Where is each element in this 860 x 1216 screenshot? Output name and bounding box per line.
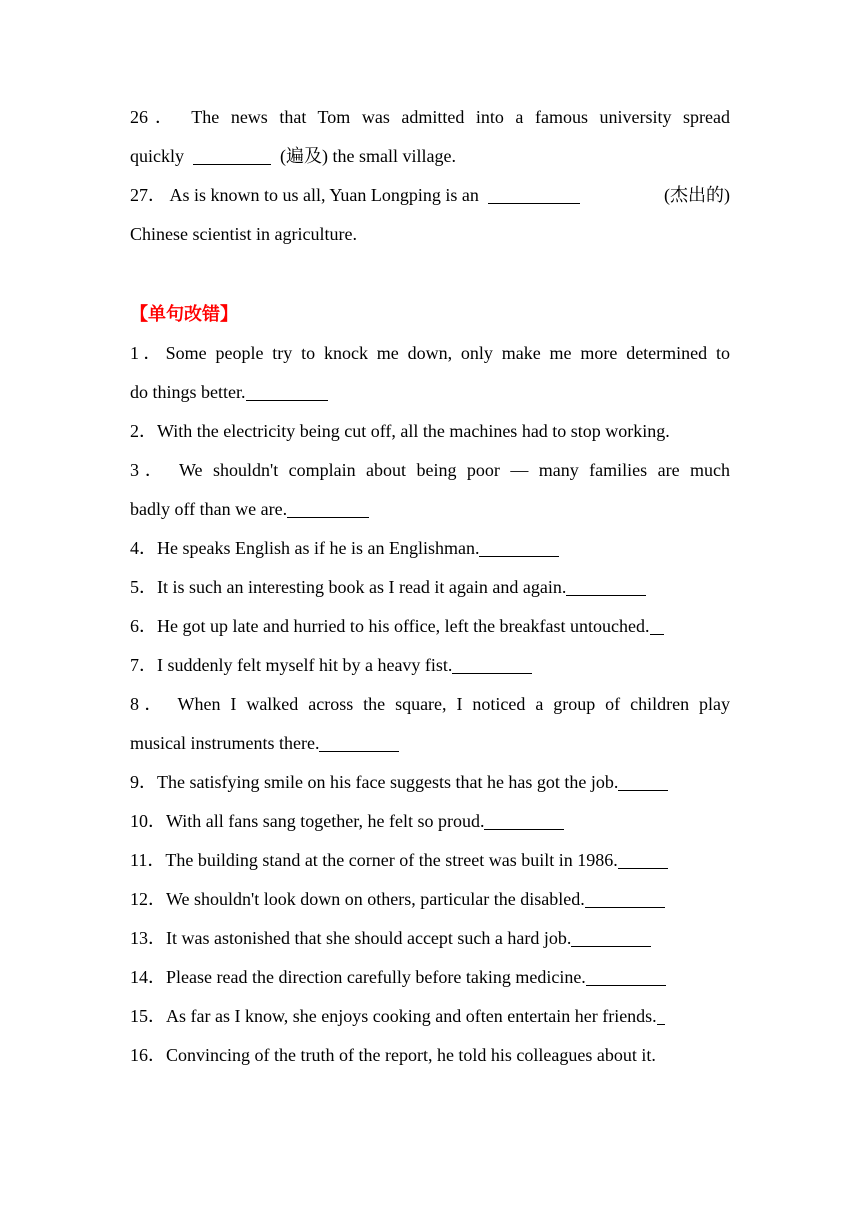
correction-item-line-1: 8． When I walked across the square, I noticed a group of children play	[130, 694, 730, 714]
correction-item-text: do things better.	[130, 382, 246, 402]
correction-item	[130, 412, 730, 451]
correction-item-text: badly off than we are.	[130, 499, 288, 519]
correction-item-text: 13．It was astonished that she should accept such a hard job.	[130, 928, 572, 948]
question-26-text-a: quickly	[130, 146, 184, 166]
correction-item-text: musical instruments there.	[130, 733, 320, 753]
answer-blank[interactable]	[618, 850, 668, 869]
correction-item-line-2	[130, 490, 730, 529]
worksheet-page	[130, 98, 730, 1075]
correction-item-line-1: 2．With the electricity being cut off, all the machines had to stop working.	[130, 421, 670, 441]
correction-item-text: 7．I suddenly felt myself hit by a heavy fist.	[130, 655, 453, 675]
answer-blank[interactable]	[484, 811, 564, 830]
question-26	[130, 98, 730, 176]
correction-item	[130, 802, 730, 841]
correction-item	[130, 568, 730, 607]
answer-blank[interactable]	[452, 655, 532, 674]
answer-blank[interactable]	[193, 146, 271, 165]
correction-item	[130, 763, 730, 802]
correction-item	[130, 841, 730, 880]
correction-item	[130, 334, 730, 412]
correction-item	[130, 607, 730, 646]
question-27-text-b: (杰出的)	[664, 185, 730, 205]
answer-blank[interactable]	[246, 382, 328, 401]
answer-blank[interactable]	[488, 185, 580, 204]
correction-item	[130, 451, 730, 529]
correction-item	[130, 685, 730, 763]
correction-item-line-2	[130, 724, 730, 763]
question-26-text-b: (遍及) the small village.	[280, 146, 456, 166]
answer-blank[interactable]	[618, 772, 668, 791]
correction-item-text: 10．With all fans sang together, he felt so proud.	[130, 811, 485, 831]
answer-blank[interactable]	[479, 538, 559, 557]
correction-item	[130, 529, 730, 568]
correction-item-line-2	[130, 373, 730, 412]
question-27-line-1	[130, 176, 730, 215]
correction-item	[130, 997, 730, 1036]
answer-blank[interactable]	[319, 733, 399, 752]
correction-item	[130, 919, 730, 958]
correction-item-text: 15．As far as I know, she enjoys cooking and often entertain her friends.	[130, 1006, 657, 1026]
correction-item-text: 14．Please read the direction carefully before taking medicine.	[130, 967, 586, 987]
question-27-text-a: 27． As is known to us all, Yuan Longping is an	[130, 185, 479, 205]
correction-item-line-1: 1．Some people try to knock me down, only make me more determined to	[130, 343, 730, 363]
correction-item-line-1: 3． We shouldn't complain about being poor — many families are much	[130, 460, 730, 480]
correction-item-text: 5．It is such an interesting book as I read it again and again.	[130, 577, 567, 597]
correction-item	[130, 646, 730, 685]
answer-blank[interactable]	[287, 499, 369, 518]
answer-blank[interactable]	[586, 967, 666, 986]
answer-blank[interactable]	[650, 616, 664, 635]
correction-item-text: 4．He speaks English as if he is an Englishman.	[130, 538, 480, 558]
answer-blank[interactable]	[585, 889, 665, 908]
answer-blank[interactable]	[657, 1006, 665, 1025]
question-27	[130, 176, 730, 254]
answer-blank[interactable]	[571, 928, 651, 947]
correction-item-text: 12．We shouldn't look down on others, particular the disabled.	[130, 889, 585, 909]
correction-item	[130, 958, 730, 997]
correction-item	[130, 880, 730, 919]
question-26-line-2	[130, 137, 730, 176]
answer-blank[interactable]	[566, 577, 646, 596]
section-heading: 【单句改错】	[130, 304, 238, 325]
question-27-line-2: Chinese scientist in agriculture.	[130, 224, 357, 244]
correction-item-text: 9．The satisfying smile on his face suggests that he has got the job.	[130, 772, 619, 792]
question-26-line-1: 26． The news that Tom was admitted into a famous university spread	[130, 107, 730, 127]
correction-item-text: 6．He got up late and hurried to his office, left the breakfast untouched.	[130, 616, 650, 636]
correction-item-text: 11．The building stand at the corner of the street was built in 1986.	[130, 850, 618, 870]
correction-item: 16．Convincing of the truth of the report, he told his colleagues about it.	[130, 1045, 656, 1065]
